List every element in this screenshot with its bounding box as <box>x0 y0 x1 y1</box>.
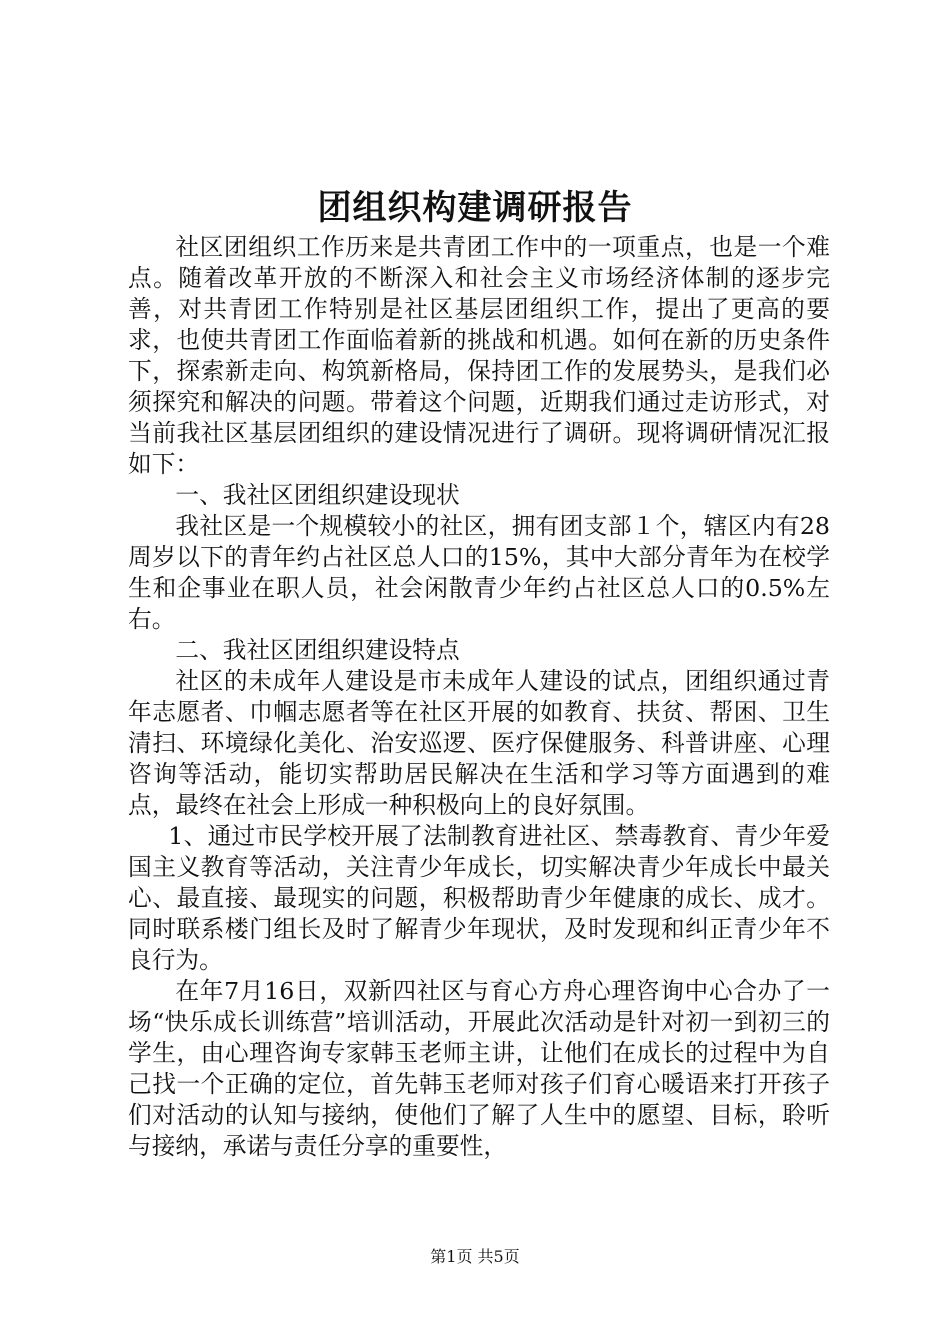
section-heading-2: 二、我社区团组织建设特点 <box>175 636 460 664</box>
page-number-footer: 第1页 共5页 <box>430 1247 520 1266</box>
paragraph-intro: 社区团组织工作历来是共青团工作中的一项重点，也是一个难点。随着改革开放的不断深入和社会主义市场经济体制的逐步完善，对共青团工作特别是社区基层团组织工作，提出了更高的要求，也使共青团工作面临着新的挑战和机遇。如何在新的历史条件下，探索新走向、构筑新格局，保持团工作的发展势头，是我们必须探究和解决的问题。带着这个问题，近期我们通过走访形式，对当前我社区基层团组织的建设情况进行了调研。现将调研情况汇报如下： <box>128 233 830 478</box>
page-title: 团组织构建调研报告 <box>317 188 633 228</box>
paragraph-item-1: 1、通过市民学校开展了法制教育进社区、禁毒教育、青少年爱国主义教育等活动，关注青少年成长，切实解决青少年成长中最关心、最直接、最现实的问题，积极帮助青少年健康的成长、成才。同时联系楼门组长及时了解青少年现状，及时发现和纠正青少年不良行为。 <box>128 822 830 974</box>
document-body <box>128 232 830 1162</box>
paragraph-status: 我社区是一个规模较小的社区，拥有团支部１个，辖区内有28周岁以下的青年约占社区总人口的15%，其中大部分青年为在校学生和企事业在职人员，社会闲散青少年约占社区总人口的0.5%左右。 <box>128 512 830 633</box>
paragraph-features: 社区的未成年人建设是市未成年人建设的试点，团组织通过青年志愿者、巾帼志愿者等在社区开展的如教育、扶贫、帮困、卫生清扫、环境绿化美化、治安巡逻、医疗保健服务、科普讲座、心理咨询等活动，能切实帮助居民解决在生活和学习等方面遇到的难点，最终在社会上形成一种积极向上的良好氛围。 <box>128 667 830 819</box>
paragraph-event: 在年7月16日，双新四社区与育心方舟心理咨询中心合办了一场“快乐成长训练营”培训活动，开展此次活动是针对初一到初三的学生，由心理咨询专家韩玉老师主讲，让他们在成长的过程中为自己找一个正确的定位，首先韩玉老师对孩子们育心暖语来打开孩子们对活动的认知与接纳，使他们了解了人生中的愿望、目标，聆听与接纳，承诺与责任分享的重要性， <box>128 977 830 1160</box>
section-heading-1: 一、我社区团组织建设现状 <box>175 481 460 509</box>
